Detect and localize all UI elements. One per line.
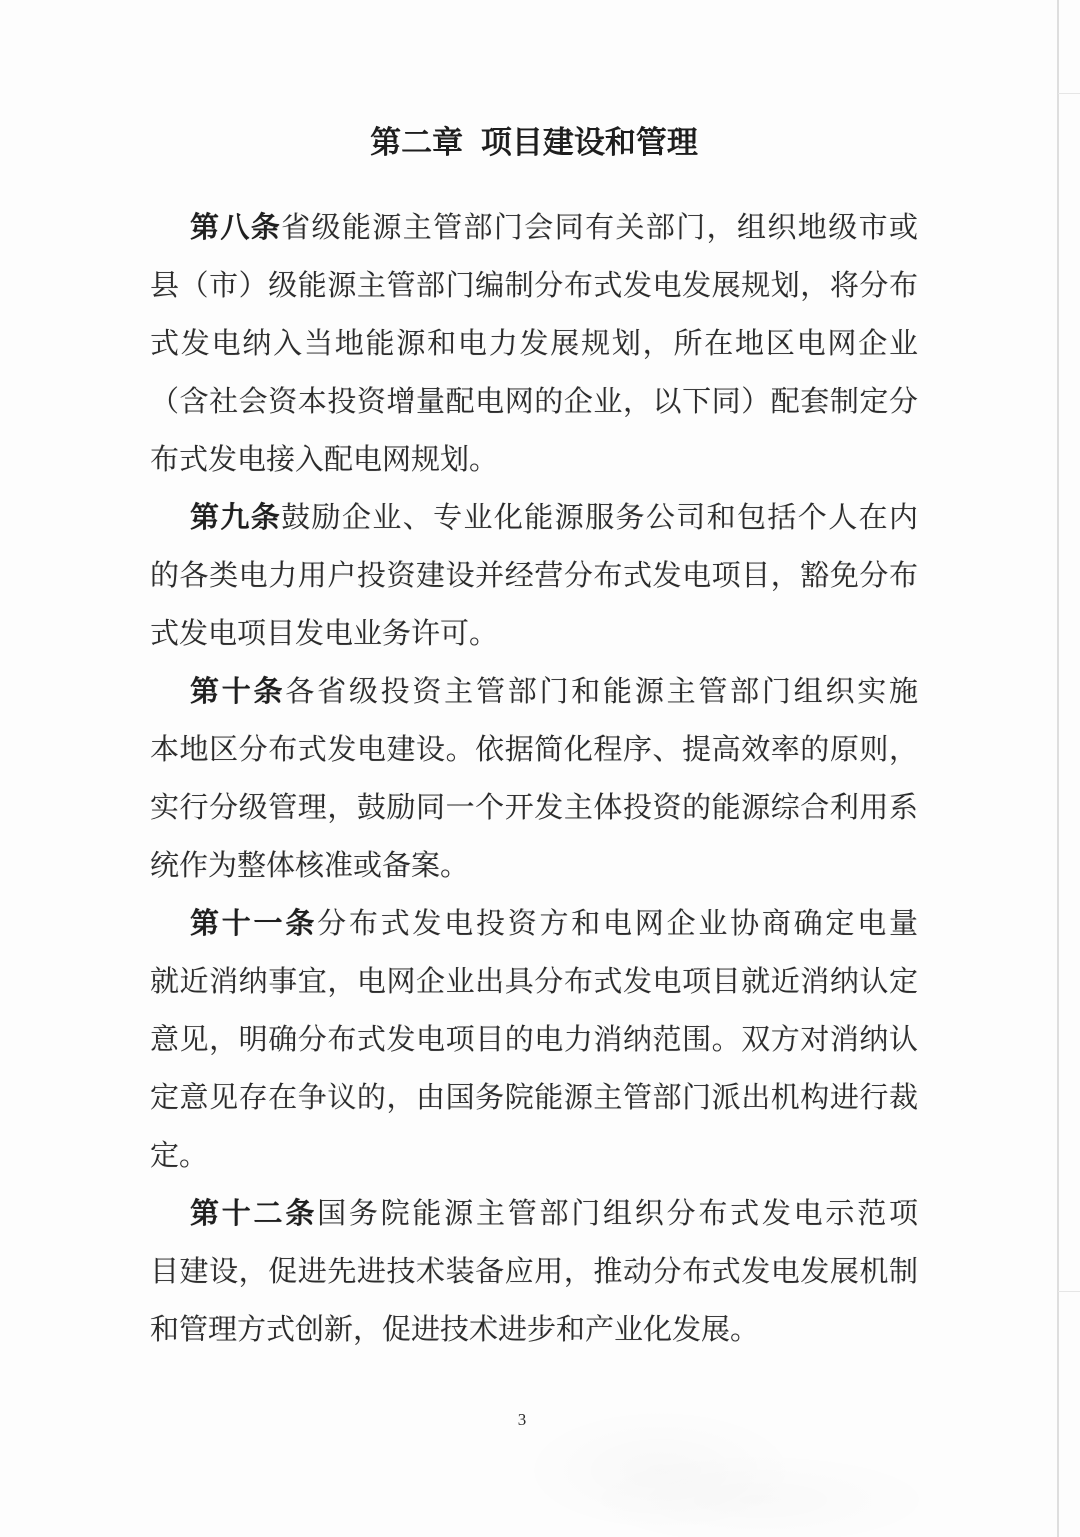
article-10-number: 第十条 bbox=[190, 676, 286, 708]
article-12-text: 国务院能源主管部门组织分布式发电示范项 bbox=[317, 1198, 918, 1230]
page-content bbox=[150, 114, 918, 1359]
article-11-text: 分布式发电投资方和电网企业协商确定电量 bbox=[317, 908, 918, 940]
article-9-number: 第九条 bbox=[190, 502, 282, 534]
article-10-first-line bbox=[150, 663, 918, 721]
article-11-first-line bbox=[150, 895, 918, 953]
text-line: 定意见存在争议的，由国务院能源主管部门派出机构进行裁 bbox=[150, 1082, 918, 1114]
article-8-first-line bbox=[150, 199, 918, 257]
text-line: 的各类电力用户投资建设并经营分布式发电项目，豁免分布 bbox=[150, 560, 918, 592]
text-line: 式发电项目发电业务许可。 bbox=[150, 618, 499, 650]
page-number: 3 bbox=[517, 1410, 527, 1429]
chapter-heading: 第二章 项目建设和管理 bbox=[370, 125, 698, 160]
article-10-text: 各省级投资主管部门和能源主管部门组织实施 bbox=[285, 676, 918, 708]
page-footer bbox=[0, 1406, 1044, 1434]
article-8-text: 省级能源主管部门会同有关部门，组织地级市或 bbox=[281, 212, 918, 244]
text-line: 布式发电接入配电网规划。 bbox=[150, 444, 499, 476]
text-line: 本地区分布式发电建设。依据简化程序、提高效率的原则， bbox=[150, 734, 918, 766]
article-9-text: 鼓励企业、专业化能源服务公司和包括个人在内 bbox=[281, 502, 918, 534]
article-11-number: 第十一条 bbox=[190, 908, 318, 940]
scan-artifact-line bbox=[1058, 93, 1080, 94]
text-line: 县（市）级能源主管部门编制分布式发电发展规划，将分布 bbox=[150, 270, 918, 302]
text-line: 定。 bbox=[150, 1140, 209, 1172]
article-12-number: 第十二条 bbox=[190, 1198, 318, 1230]
text-line: 目建设，促进先进技术装备应用，推动分布式发电发展机制 bbox=[150, 1256, 918, 1288]
text-line: 实行分级管理，鼓励同一个开发主体投资的能源综合利用系 bbox=[150, 792, 918, 824]
scan-artifact-line bbox=[1058, 1291, 1080, 1292]
article-8-number: 第八条 bbox=[190, 212, 282, 244]
text-line: 就近消纳事宜，电网企业出具分布式发电项目就近消纳认定 bbox=[150, 966, 918, 998]
page-edge-line bbox=[1057, 0, 1059, 1537]
text-line: 意见，明确分布式发电项目的电力消纳范围。双方对消纳认 bbox=[150, 1024, 918, 1056]
text-line: 式发电纳入当地能源和电力发展规划，所在地区电网企业 bbox=[150, 328, 918, 360]
article-9-first-line bbox=[150, 489, 918, 547]
text-line: （含社会资本投资增量配电网的企业，以下同）配套制定分 bbox=[150, 386, 918, 418]
text-line: 统作为整体核准或备案。 bbox=[150, 850, 470, 882]
text-line: 和管理方式创新，促进技术进步和产业化发展。 bbox=[150, 1314, 760, 1346]
article-12-first-line bbox=[150, 1185, 918, 1243]
